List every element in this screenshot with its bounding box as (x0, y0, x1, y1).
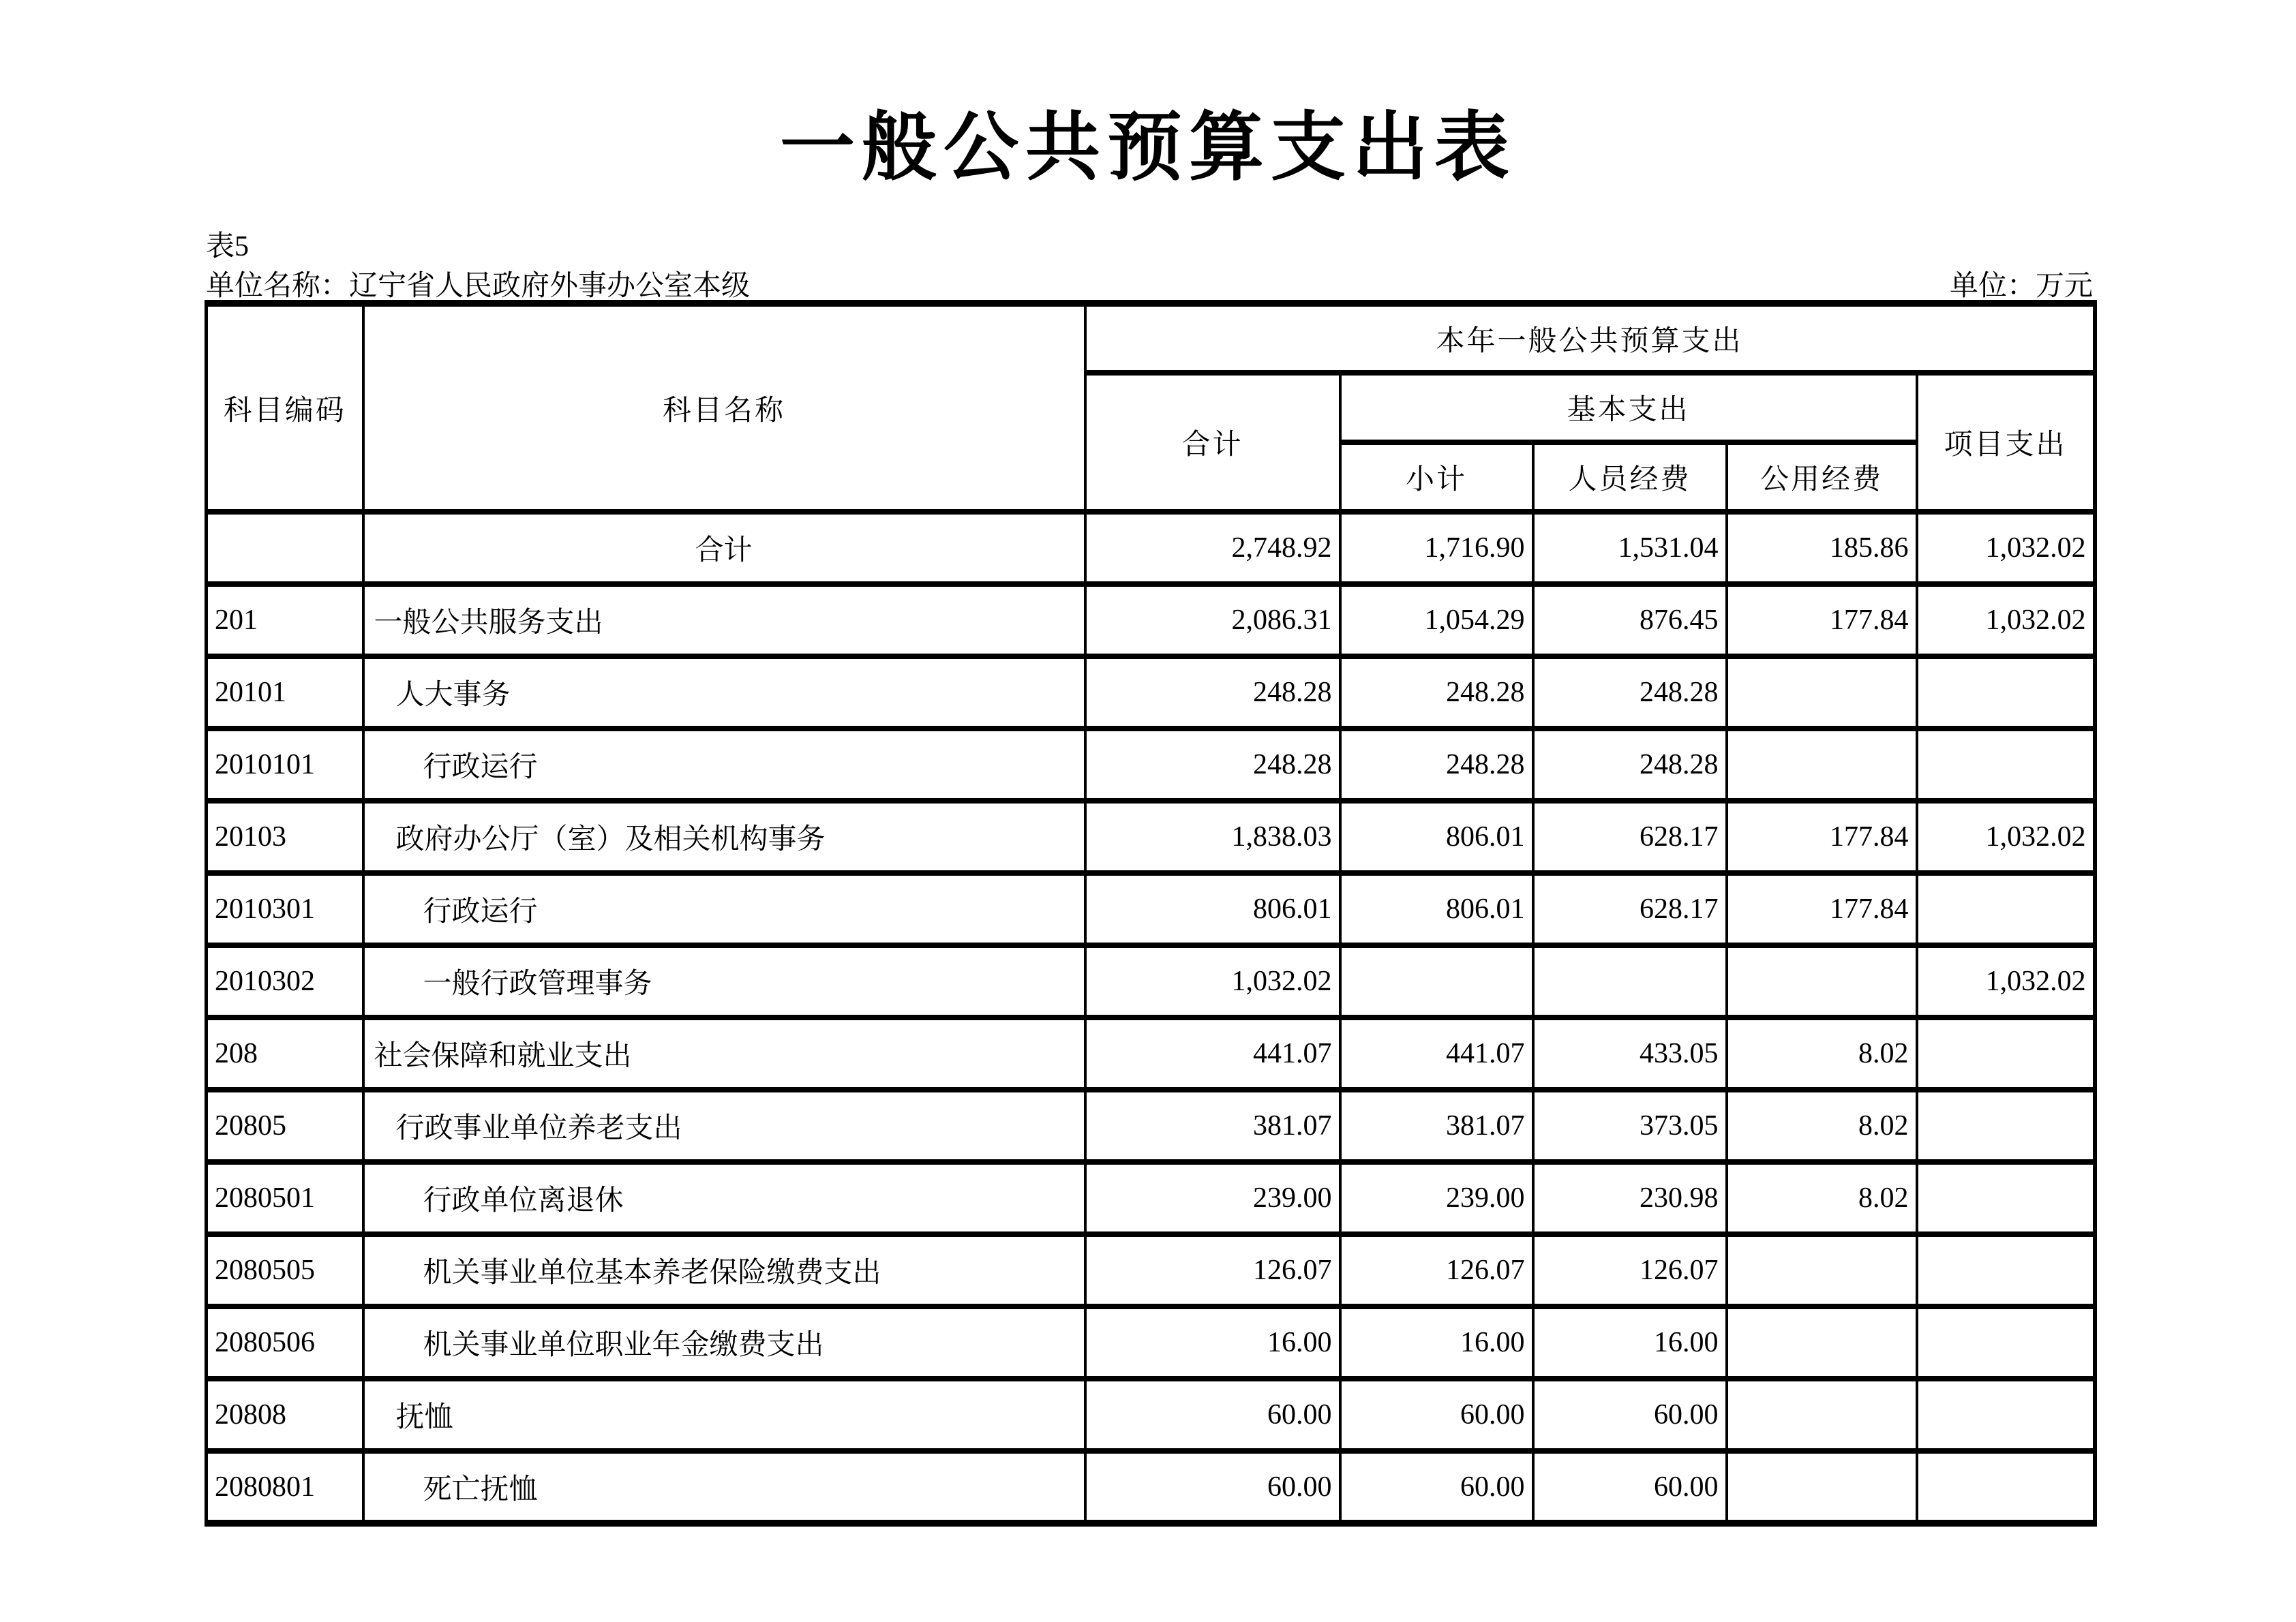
cell-basic-subtotal: 381.07 (1340, 1090, 1533, 1162)
cell-public-funds (1727, 1306, 1917, 1379)
cell-project (1917, 1017, 2095, 1090)
cell-personnel: 126.07 (1533, 1234, 1727, 1306)
cell-basic-subtotal: 16.00 (1340, 1306, 1533, 1379)
table-row (207, 1451, 2095, 1523)
cell-code: 2080505 (207, 1234, 363, 1306)
table-row (207, 1234, 2095, 1306)
cell-name: 死亡抚恤 (363, 1451, 1085, 1523)
cell-basic-subtotal: 248.28 (1340, 729, 1533, 801)
cell-total: 60.00 (1085, 1451, 1340, 1523)
cell-total: 16.00 (1085, 1306, 1340, 1379)
cell-basic-subtotal: 60.00 (1340, 1451, 1533, 1523)
cell-basic-subtotal: 1,716.90 (1340, 512, 1533, 584)
cell-basic-subtotal: 248.28 (1340, 656, 1533, 729)
header-project: 项目支出 (1917, 373, 2095, 512)
cell-project (1917, 1234, 2095, 1306)
page-title: 一般公共预算支出表 (780, 106, 1516, 189)
cell-public-funds (1727, 1234, 1917, 1306)
cell-code: 201 (207, 584, 363, 656)
cell-total: 2,748.92 (1085, 512, 1340, 584)
cell-public-funds: 8.02 (1727, 1017, 1917, 1090)
sheet-label: 表5 (206, 231, 250, 262)
cell-project: 1,032.02 (1917, 584, 2095, 656)
table-row (207, 873, 2095, 945)
unit-measure-label: 单位：万元 (1949, 271, 2093, 302)
table-row (207, 584, 2095, 656)
cell-personnel: 248.28 (1533, 656, 1727, 729)
table-row (207, 729, 2095, 801)
table-row (207, 1379, 2095, 1451)
cell-name: 行政运行 (363, 729, 1085, 801)
cell-code: 20103 (207, 801, 363, 873)
cell-name: 一般公共服务支出 (363, 584, 1085, 656)
cell-personnel: 433.05 (1533, 1017, 1727, 1090)
cell-code: 2080801 (207, 1451, 363, 1523)
table-row (207, 512, 2095, 584)
header-personnel: 人员经费 (1533, 442, 1727, 512)
table-row (207, 945, 2095, 1017)
cell-code: 20808 (207, 1379, 363, 1451)
table-row (207, 801, 2095, 873)
cell-basic-subtotal (1340, 945, 1533, 1017)
cell-personnel: 373.05 (1533, 1090, 1727, 1162)
cell-project (1917, 1162, 2095, 1234)
cell-project (1917, 1306, 2095, 1379)
cell-total: 1,838.03 (1085, 801, 1340, 873)
header-basic-subtotal: 小计 (1340, 442, 1533, 512)
cell-total: 126.07 (1085, 1234, 1340, 1306)
cell-public-funds: 177.84 (1727, 584, 1917, 656)
budget-table (205, 300, 2097, 1527)
cell-code: 2010302 (207, 945, 363, 1017)
cell-name: 抚恤 (363, 1379, 1085, 1451)
table-row (207, 656, 2095, 729)
header-public-funds: 公用经费 (1727, 442, 1917, 512)
cell-personnel: 60.00 (1533, 1379, 1727, 1451)
cell-public-funds (1727, 1379, 1917, 1451)
cell-personnel: 628.17 (1533, 801, 1727, 873)
table-row (207, 1090, 2095, 1162)
cell-project (1917, 1090, 2095, 1162)
cell-name: 一般行政管理事务 (363, 945, 1085, 1017)
cell-public-funds (1727, 1451, 1917, 1523)
cell-total: 60.00 (1085, 1379, 1340, 1451)
cell-public-funds: 177.84 (1727, 801, 1917, 873)
cell-name: 人大事务 (363, 656, 1085, 729)
budget-table-body (207, 512, 2095, 1523)
cell-public-funds (1727, 729, 1917, 801)
cell-code (207, 512, 363, 584)
cell-code: 208 (207, 1017, 363, 1090)
cell-name: 行政单位离退休 (363, 1162, 1085, 1234)
cell-code: 2080506 (207, 1306, 363, 1379)
cell-public-funds: 8.02 (1727, 1162, 1917, 1234)
cell-code: 2010301 (207, 873, 363, 945)
header-code: 科目编码 (207, 303, 363, 512)
cell-basic-subtotal: 806.01 (1340, 801, 1533, 873)
cell-name: 社会保障和就业支出 (363, 1017, 1085, 1090)
table-row (207, 1306, 2095, 1379)
cell-basic-subtotal: 1,054.29 (1340, 584, 1533, 656)
table-row (207, 1162, 2095, 1234)
budget-table-header (207, 303, 2095, 512)
cell-total: 381.07 (1085, 1090, 1340, 1162)
cell-name: 机关事业单位基本养老保险缴费支出 (363, 1234, 1085, 1306)
cell-personnel: 230.98 (1533, 1162, 1727, 1234)
cell-project (1917, 656, 2095, 729)
cell-public-funds: 177.84 (1727, 873, 1917, 945)
header-basic-group: 基本支出 (1340, 373, 1917, 442)
cell-public-funds (1727, 945, 1917, 1017)
cell-name: 政府办公厅（室）及相关机构事务 (363, 801, 1085, 873)
cell-code: 20805 (207, 1090, 363, 1162)
cell-total: 248.28 (1085, 729, 1340, 801)
cell-code: 2010101 (207, 729, 363, 801)
cell-personnel (1533, 945, 1727, 1017)
cell-name: 行政事业单位养老支出 (363, 1090, 1085, 1162)
unit-row (206, 263, 2093, 304)
header-total: 合计 (1085, 373, 1340, 512)
cell-project: 1,032.02 (1917, 945, 2095, 1017)
cell-basic-subtotal: 239.00 (1340, 1162, 1533, 1234)
cell-personnel: 628.17 (1533, 873, 1727, 945)
cell-name: 行政运行 (363, 873, 1085, 945)
cell-project (1917, 1379, 2095, 1451)
cell-project: 1,032.02 (1917, 801, 2095, 873)
unit-name-label: 单位名称：辽宁省人民政府外事办公室本级 (206, 271, 751, 302)
cell-name: 合计 (363, 512, 1085, 584)
cell-public-funds (1727, 656, 1917, 729)
cell-total: 1,032.02 (1085, 945, 1340, 1017)
cell-public-funds: 185.86 (1727, 512, 1917, 584)
cell-total: 2,086.31 (1085, 584, 1340, 656)
cell-total: 239.00 (1085, 1162, 1340, 1234)
cell-project (1917, 729, 2095, 801)
cell-basic-subtotal: 60.00 (1340, 1379, 1533, 1451)
header-name: 科目名称 (363, 303, 1085, 512)
cell-name: 机关事业单位职业年金缴费支出 (363, 1306, 1085, 1379)
cell-code: 2080501 (207, 1162, 363, 1234)
cell-code: 20101 (207, 656, 363, 729)
cell-project (1917, 873, 2095, 945)
cell-basic-subtotal: 441.07 (1340, 1017, 1533, 1090)
cell-project: 1,032.02 (1917, 512, 2095, 584)
cell-total: 441.07 (1085, 1017, 1340, 1090)
cell-basic-subtotal: 126.07 (1340, 1234, 1533, 1306)
cell-total: 248.28 (1085, 656, 1340, 729)
cell-personnel: 60.00 (1533, 1451, 1727, 1523)
cell-personnel: 1,531.04 (1533, 512, 1727, 584)
cell-basic-subtotal: 806.01 (1340, 873, 1533, 945)
cell-total: 806.01 (1085, 873, 1340, 945)
table-row (207, 1017, 2095, 1090)
header-year-group: 本年一般公共预算支出 (1085, 303, 2095, 373)
cell-personnel: 16.00 (1533, 1306, 1727, 1379)
cell-project (1917, 1451, 2095, 1523)
cell-public-funds: 8.02 (1727, 1090, 1917, 1162)
cell-personnel: 248.28 (1533, 729, 1727, 801)
cell-personnel: 876.45 (1533, 584, 1727, 656)
